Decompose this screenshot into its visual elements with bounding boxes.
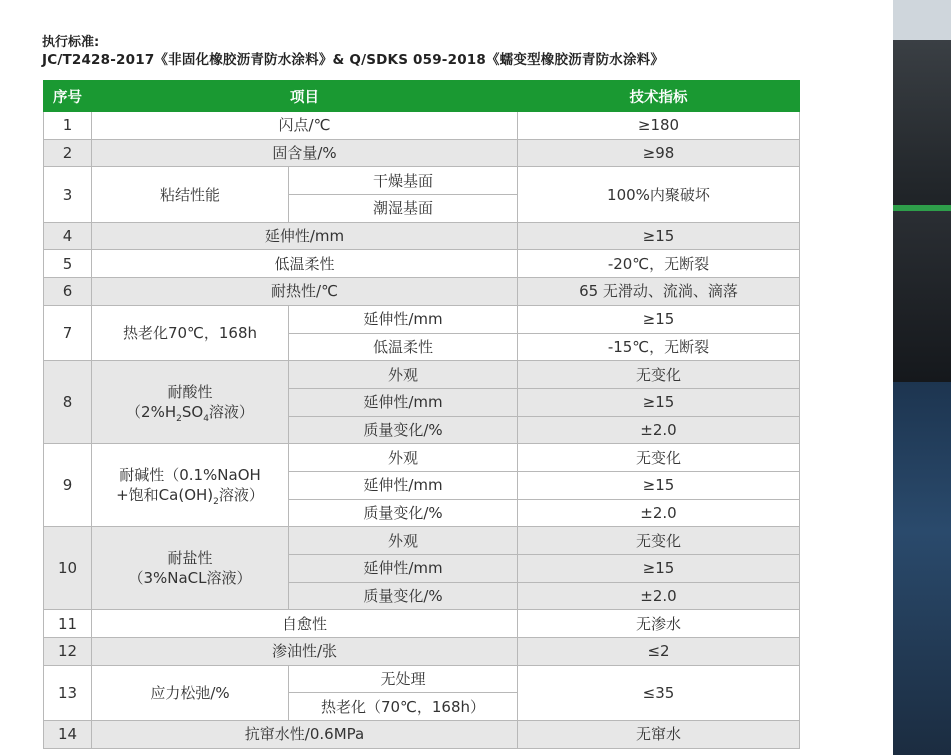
row-subitem: 质量变化/% [289, 499, 518, 527]
row-value: ≥15 [518, 305, 800, 333]
row-no: 4 [44, 222, 92, 250]
table-row [44, 112, 800, 140]
spec-table [43, 80, 800, 749]
row-item [92, 527, 289, 610]
row-item-line1: 耐碱性（0.1%NaOH [119, 466, 261, 485]
standard-text: JC/T2428-2017《非固化橡胶沥青防水涂料》& Q/SDKS 059-2018《蠕变型橡胶沥青防水涂料》 [42, 52, 665, 68]
row-value: ≥15 [518, 471, 800, 499]
row-subitem: 质量变化/% [289, 416, 518, 444]
row-subitem: 延伸性/mm [289, 305, 518, 333]
row-item: 粘结性能 [92, 167, 289, 222]
photo-gap [887, 0, 893, 755]
photo-sky [887, 0, 951, 40]
row-subitem: 质量变化/% [289, 582, 518, 610]
row-item: 闪点/℃ [92, 112, 518, 140]
row-item: 固含量/% [92, 139, 518, 167]
row-item-line1: 耐酸性 [167, 383, 213, 402]
row-no: 3 [44, 167, 92, 222]
row-no: 14 [44, 721, 92, 749]
row-value: 无窜水 [518, 721, 800, 749]
photo-membrane [887, 382, 951, 755]
row-no: 2 [44, 139, 92, 167]
row-subitem: 延伸性/mm [289, 555, 518, 583]
row-value: 无变化 [518, 361, 800, 389]
table-row [44, 665, 800, 693]
row-no: 8 [44, 361, 92, 444]
row-subitem: 潮湿基面 [289, 195, 518, 223]
row-value: ≥180 [518, 112, 800, 140]
table-row [44, 610, 800, 638]
row-value: 65 无滑动、流淌、滴落 [518, 278, 800, 306]
row-item [92, 361, 289, 444]
photo-roll [887, 212, 951, 382]
row-value: ≤2 [518, 638, 800, 666]
row-subitem: 热老化（70℃，168h） [289, 693, 518, 721]
photo-roll [887, 40, 951, 210]
row-no: 6 [44, 278, 92, 306]
row-subitem: 无处理 [289, 665, 518, 693]
table-row [44, 527, 800, 555]
row-item [92, 444, 289, 527]
row-no: 10 [44, 527, 92, 610]
row-value: ≤35 [518, 665, 800, 720]
row-subitem: 延伸性/mm [289, 388, 518, 416]
row-no: 9 [44, 444, 92, 527]
subscript: 2 [176, 414, 182, 425]
standard-label: 执行标准: [42, 35, 100, 50]
product-photo [887, 0, 951, 755]
row-value: -20℃，无断裂 [518, 250, 800, 278]
row-value: 无变化 [518, 444, 800, 472]
row-value: 无变化 [518, 527, 800, 555]
table-row [44, 139, 800, 167]
row-value: ±2.0 [518, 499, 800, 527]
standard-block [42, 34, 664, 69]
row-item: 自愈性 [92, 610, 518, 638]
row-value: 无渗水 [518, 610, 800, 638]
row-no: 12 [44, 638, 92, 666]
row-item-line1: 耐盐性 [167, 549, 213, 568]
table-row [44, 278, 800, 306]
row-item-line2c: 溶液） [218, 486, 264, 505]
row-value: 100%内聚破坏 [518, 167, 800, 222]
row-value: ±2.0 [518, 416, 800, 444]
row-subitem: 低温柔性 [289, 333, 518, 361]
row-item-line2: （3%NaCL溶液） [128, 569, 252, 588]
row-no: 7 [44, 305, 92, 360]
table-row [44, 250, 800, 278]
row-item-line2e: 溶液） [208, 403, 254, 422]
row-item: 延伸性/mm [92, 222, 518, 250]
row-item: 抗窜水性/0.6MPa [92, 721, 518, 749]
table-row [44, 305, 800, 333]
row-item: 热老化70℃，168h [92, 305, 289, 360]
row-item-line2a: （2%H [126, 403, 177, 422]
subscript: 2 [213, 497, 219, 508]
header-item: 项目 [92, 81, 518, 112]
table-row [44, 361, 800, 389]
table-header [44, 81, 800, 112]
table-row [44, 167, 800, 195]
row-value: -15℃，无断裂 [518, 333, 800, 361]
row-subitem: 延伸性/mm [289, 471, 518, 499]
row-item: 应力松弛/% [92, 665, 289, 720]
row-value: ±2.0 [518, 582, 800, 610]
subscript: 4 [203, 414, 209, 425]
row-subitem: 外观 [289, 527, 518, 555]
row-item: 耐热性/℃ [92, 278, 518, 306]
row-subitem: 外观 [289, 361, 518, 389]
row-no: 13 [44, 665, 92, 720]
table-row [44, 222, 800, 250]
row-no: 1 [44, 112, 92, 140]
row-subitem: 外观 [289, 444, 518, 472]
photo-stripe [887, 205, 951, 211]
row-no: 5 [44, 250, 92, 278]
table-row [44, 638, 800, 666]
row-value: ≥98 [518, 139, 800, 167]
row-no: 11 [44, 610, 92, 638]
row-item: 渗油性/张 [92, 638, 518, 666]
row-item-line2a: +饱和Ca(OH) [116, 486, 214, 505]
header-no: 序号 [44, 81, 92, 112]
row-item-line2c: SO [181, 403, 204, 422]
row-item: 低温柔性 [92, 250, 518, 278]
row-subitem: 干燥基面 [289, 167, 518, 195]
row-value: ≥15 [518, 555, 800, 583]
row-value: ≥15 [518, 388, 800, 416]
table-row [44, 444, 800, 472]
table-row [44, 721, 800, 749]
header-value: 技术指标 [518, 81, 800, 112]
row-value: ≥15 [518, 222, 800, 250]
